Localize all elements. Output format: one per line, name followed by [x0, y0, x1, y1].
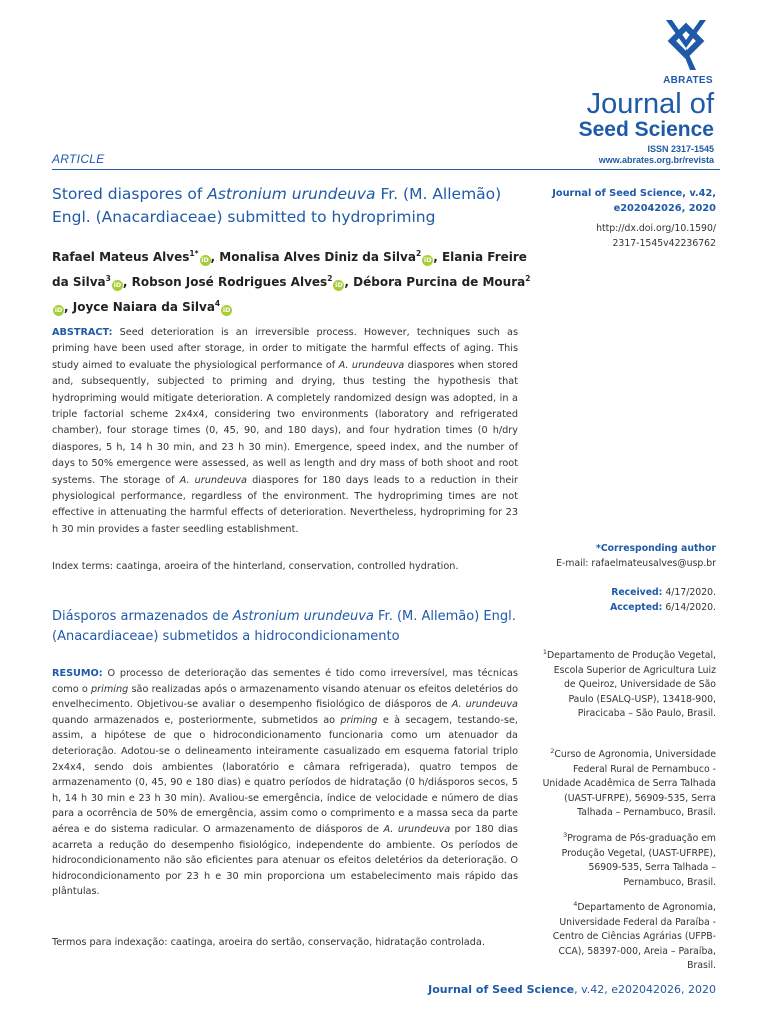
corresponding-author-label: *Corresponding author: [595, 543, 716, 554]
orcid-icon[interactable]: iD: [222, 306, 231, 314]
title-pre: Stored diaspores of: [52, 185, 208, 203]
journal-name-line1: Journal of: [586, 88, 714, 120]
affiliation: $^3$Programa de Pós-graduação em Produção Vegetal, (UAST-UFRPE), 56909-535, Serra Talhada – Pernambuco, Brasil.: [561, 831, 716, 888]
affiliation: $^2$Curso de Agronomia, Universidade Federal Rural de Pernambuco - Unidade Acadêmica de Serra Talhada (UAST-UFRPE), 56909-535, Serra Talhada – Pernambuco, Brasil.: [542, 747, 716, 819]
header-divider: [52, 169, 720, 170]
orcid-icon[interactable]: iD: [201, 256, 209, 264]
author-list: [52, 243, 532, 318]
title-post: Fr. (M. Allemão) Engl. (Anacardiaceae) submitted to hydropriming: [52, 185, 502, 226]
journal-name-line2: Seed Science: [578, 118, 714, 141]
orcid-icon[interactable]: iD: [54, 306, 63, 314]
corresponding-email[interactable]: E-mail: rafaelmateusalves@usp.br: [556, 558, 716, 569]
article-type-label: ARTICLE: [52, 152, 105, 166]
org-name: ABRATES: [663, 75, 713, 86]
author: Joyce Naiara da Silva$^4$iD: [72, 299, 231, 314]
journal-issn: ISSN 2317-1545: [647, 144, 714, 154]
resumo-label: RESUMO:: [52, 668, 103, 679]
article-dates: Received: 4/17/2020. Accepted: 6/14/2020.: [610, 587, 716, 613]
author: Elania Freire da Silva$^3$iD ,: [52, 250, 527, 289]
author: Robson José Rodrigues Alves$^2$iD ,: [131, 274, 354, 289]
journal-website[interactable]: www.abrates.org.br/revista: [598, 155, 714, 165]
article-title: [52, 183, 532, 229]
author: Rafael Mateus Alves$^{1*}$iD ,: [52, 249, 220, 264]
abrates-logo-icon: [656, 18, 716, 74]
orcid-icon[interactable]: iD: [423, 256, 432, 264]
orcid-icon[interactable]: iD: [335, 281, 343, 289]
author: Débora Purcina de Moura$^2$iD ,: [54, 274, 531, 314]
affiliation: $^4$Departamento de Agronomia, Universidade Federal da Paraíba - Centro de Ciências Agrárias (UFPB-CCA), 58397-000, Areia – Paraíba, Brasil.: [552, 900, 716, 972]
doi-link[interactable]: http://dx.doi.org/10.1590/ 2317-1545v42236762: [596, 223, 716, 249]
page-footer: Journal of Seed Science, v.42, e202042026, 2020: [428, 983, 716, 996]
index-terms: Index terms: caatinga, aroeira of the hinterland, conservation, controlled hydration.: [52, 561, 459, 572]
author: Monalisa Alves Diniz da Silva$^2$iD ,: [219, 249, 442, 264]
termos-indexacao: Termos para indexação: caatinga, aroeira do sertão, conservação, hidratação controlada.: [52, 937, 485, 948]
citation-info: Journal of Seed Science, v.42, e202042026, 2020: [552, 188, 716, 214]
orcid-icon[interactable]: iD: [113, 281, 122, 289]
resumo: RESUMO: O processo de deterioração das sementes é tido como irreversível, mas técnicas como o priming são realizadas após o armazenamento visando atenuar os efeitos deletérios do envelhecimento. Objetivou-se avaliar o desempenho fisiológico de diásporos de A. urundeuva quando armazenados e, posteriormente, submetidos ao priming e à secagem, testando-se, assim, a hipótese de que o hidrocondicionamento funcionaria como um atenuador da deterioração. Adotou-se o delineamento inteiramente casualizado em esquema fatorial triplo 2x4x4, sendo dois ambientes (laboratório e câmara refrigerada), quatro tempos de armazenamento (0, 45, 90 e 180 dias) e quatro períodos de hidratação (0 h/diásporos secos, 5 h, 14 h 30 min e 23 h 30 min). Avaliou-se emergência, índice de velocidade e número de dias para a ocorrência de 50% de emergência, assim como o comprimento e a massa seca da parte aérea e do sistema radicular. O armazenamento de diásporos de A. urundeuva por 180 dias acarreta a redução do desempenho fisiológico, independente do ambiente. Os períodos de hidrocondicionamento não são eficientes para atenuar os efeitos deletérios da deterioração. O hidrocondicionamento por 23 h e 30 min proporciona um estabelecimento mais rápido das plântulas.: [52, 668, 518, 898]
abstract-label: ABSTRACT:: [52, 327, 113, 338]
affiliation: $^1$Departamento de Produção Vegetal, Escola Superior de Agricultura Luiz de Queiroz, Universidade de São Paulo (ESALQ-USP), 13418-900, Piracicaba – São Paulo, Brasil.: [542, 648, 716, 720]
abstract: ABSTRACT: Seed deterioration is an irreversible process. However, techniques such as priming have been used after storage, in order to mitigate the harmful effects of aging. This study aimed to evaluate the physiological performance of A. urundeuva diaspores when stored and, subsequently, subjected to priming and drying, thus testing the hypothesis that hydropriming would mitigate deterioration. A completely randomized design was adopted, in a triple factorial scheme 2x4x4, considering two environments (laboratory and refrigerated chamber), four storage times (0, 45, 90, and 180 days), and four hydration times (0 h/dry diaspores, 5 h, 14 h 30 min, and 23 h 30 min). Emergence, speed index, and the number of days to 50% emergence were assessed, as well as length and dry mass of both shoot and root systems. The storage of A. urundeuva diaspores for 180 days leads to a reduction in their physiological performance, regardless of the environment. The hydropriming times are not effective in attenuating the harmful effects of deterioration. Nevertheless, hydropriming for 23 h 30 min provides a faster seedling establishment.: [52, 327, 518, 535]
portuguese-title: Diásporos armazenados de Astronium urundeuva Fr. (M. Allemão) Engl. (Anacardiaceae) submetidos a hidrocondicionamento: [52, 609, 516, 644]
journal-logo-block: [560, 18, 720, 168]
title-species: Astronium urundeuva: [207, 185, 376, 203]
